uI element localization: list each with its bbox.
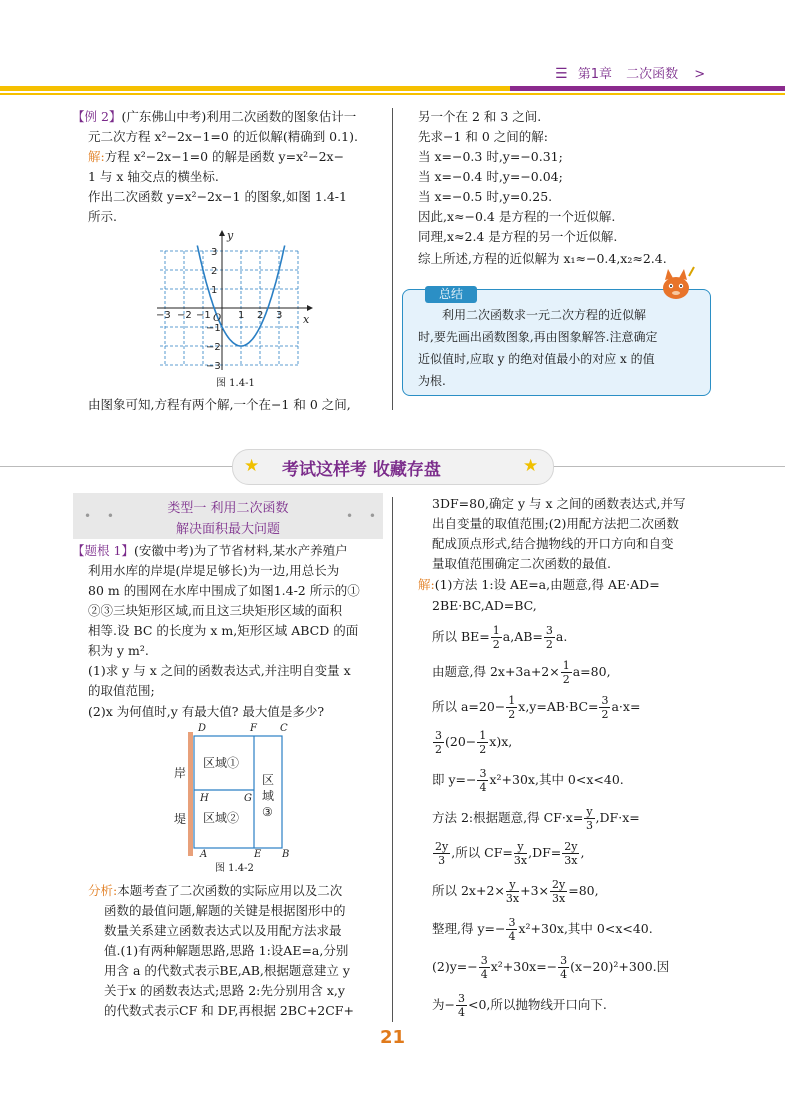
page-number: 21 (379, 1027, 406, 1048)
num: 3 (480, 954, 488, 967)
text: a·x= (611, 699, 641, 714)
figure-caption-2: 图 1.4-2 (215, 863, 254, 874)
analysis-label: 分析: (88, 883, 118, 898)
summary-line2: 时,要先画出函数图象,再由图象解答.注意确定 (418, 330, 658, 344)
text: 由题意,得 2x+3a+2× (432, 664, 560, 679)
region-3-label-b: 域 (262, 789, 275, 803)
text: x²+30x,其中 0<x<40. (518, 921, 653, 936)
problem-heading (72, 541, 348, 561)
fraction (561, 659, 572, 686)
origin-label: O (213, 313, 222, 324)
chapter-number: 第1章 (577, 67, 612, 82)
rt-line1: 另一个在 2 和 3 之间. (418, 109, 542, 124)
cartoon-mascot-icon (656, 266, 696, 302)
region-3-label-c: ③ (262, 805, 273, 819)
text: =80, (568, 883, 599, 898)
type-title-line1: 类型一 利用二次函数 (167, 501, 289, 516)
problem-tag: 【题根 1】 (72, 543, 134, 558)
den: 2 (492, 638, 500, 651)
fraction (584, 805, 594, 832)
header-bar-thin (0, 93, 785, 95)
den: 2 (435, 743, 442, 756)
num: 3 (545, 624, 553, 637)
y-tick-label: −3 (206, 361, 221, 372)
den: 4 (479, 781, 487, 794)
fraction (506, 916, 517, 943)
example-tag: 【例 2】 (72, 109, 122, 124)
den: 4 (480, 968, 488, 981)
text: (20− (445, 734, 477, 749)
solution-text1: 方程 x²−2x−1=0 的解是函数 y=x²−2x− (104, 149, 345, 164)
example-heading (72, 107, 356, 127)
text: a=80, (572, 664, 611, 679)
num: 2y (564, 840, 578, 853)
fraction (514, 840, 527, 867)
text: <0,所以抛物线开口向下. (467, 997, 607, 1012)
rb-line4: 量取值范围确定二次函数的最值. (432, 556, 611, 571)
solution-line4: 所示. (88, 209, 117, 224)
rb-sol-line6 (432, 727, 512, 757)
rb-sol-line7 (432, 765, 624, 795)
num: 2y (552, 878, 566, 891)
text: x²+30x=− (490, 959, 558, 974)
summary-line4: 为根. (418, 374, 446, 388)
label-c: C (280, 723, 288, 734)
fraction (477, 729, 488, 756)
den: 3x (505, 892, 520, 905)
num: 1 (492, 624, 500, 637)
header-bar-purple (510, 86, 785, 91)
num: 1 (562, 659, 570, 672)
analysis-text1: 本题考查了二次函数的实际应用以及二次 (117, 883, 343, 898)
rb-sol-line13 (432, 990, 607, 1020)
text: 整理,得 y=− (432, 921, 506, 936)
text: 所以 2x+2× (432, 883, 505, 898)
rt-line3: 当 x=−0.3 时,y=−0.31; (418, 149, 563, 164)
den: 3x (513, 854, 528, 867)
analysis-line2: 函数的最值问题,解题的关键是根据图形中的 (104, 903, 346, 918)
analysis-line3: 数量关系建立函数表达式以及用配方法求最 (104, 923, 342, 938)
rectangle-regions-figure (170, 720, 310, 860)
region-3-label-a: 区 (262, 773, 275, 787)
text: ,DF·x= (595, 810, 640, 825)
text: ,DF= (528, 845, 562, 860)
text: , (580, 845, 585, 860)
fraction (544, 624, 555, 651)
rb-sol-line10 (432, 876, 599, 906)
section-title: 考试这样考 收藏存盘 (282, 460, 441, 480)
fraction (479, 954, 490, 981)
graph-conclusion: 由图象可知,方程有两个解,一个在−1 和 0 之间, (88, 397, 351, 412)
problem-line3: 80 m 的围网在水库中围成了如图1.4-2 所示的① (88, 583, 360, 598)
fraction (562, 840, 579, 867)
summary-line3: 近似值时,应取 y 的绝对值最小的对应 x 的值 (418, 352, 655, 366)
analysis-line7: 的代数式表示CF 和 DF,再根据 2BC+2CF+ (104, 1003, 354, 1018)
fraction (491, 624, 502, 651)
rb-sol-line4 (432, 657, 611, 687)
text: a,AB= (502, 629, 543, 644)
solution-line3: 作出二次函数 y=x²−2x−1 的图象,如图 1.4-1 (88, 189, 347, 204)
den: 4 (560, 968, 568, 981)
example-line1: 利用二次函数的图象估计一 (206, 109, 357, 124)
rb-sol-line5 (432, 692, 640, 722)
fraction (599, 694, 610, 721)
type-title-line2: 解决面积最大问题 (175, 522, 280, 537)
rt-line7: 同理,x≈2.4 是方程的另一个近似解. (418, 229, 618, 244)
x-tick-label: 1 (238, 310, 245, 321)
analysis-line5: 用含 a 的代数式表示BE,AB,根据题意建立 y (104, 963, 350, 978)
den: 3x (552, 892, 566, 905)
problem-line2: 利用水库的岸堤(岸堤足够长)为一边,用总长为 (88, 563, 340, 578)
solution2-label: 解: (418, 577, 435, 592)
num: 3 (435, 729, 442, 742)
analysis-line6: 关于x 的函数表达式;思路 2:先分别用含 x,y (104, 983, 345, 998)
shore-label-2: 堤 (174, 812, 187, 826)
text: x)x, (489, 734, 513, 749)
column-divider-bottom (392, 497, 393, 1022)
label-g: G (244, 793, 252, 804)
text: x,y=AB·BC= (518, 699, 599, 714)
text: 所以 BE= (432, 629, 490, 644)
text: +3× (520, 883, 549, 898)
rb-sol-line9 (432, 838, 584, 868)
analysis-line1 (88, 881, 342, 901)
column-divider-top (392, 108, 393, 410)
den: 2 (562, 673, 570, 686)
text: ,所以 CF= (451, 845, 513, 860)
text: 即 y=− (432, 772, 477, 787)
rt-line2: 先求−1 和 0 之间的解: (418, 129, 549, 144)
den: 3 (585, 819, 593, 832)
text: x²+30x,其中 0<x<40. (489, 772, 624, 787)
label-b: B (282, 849, 290, 860)
star-icon: ★ (244, 456, 260, 476)
label-f: F (250, 723, 257, 734)
label-e: E (254, 849, 262, 860)
y-tick-label: −2 (206, 342, 221, 353)
fraction (506, 878, 519, 905)
num: 3 (508, 916, 516, 929)
summary-line1: 利用二次函数求一元二次方程的近似解 (442, 308, 647, 322)
num: 3 (601, 694, 609, 707)
rb-line1: 3DF=80,确定 y 与 x 之间的函数表达式,并写 (432, 496, 686, 511)
num: y (586, 805, 593, 818)
den: 2 (545, 638, 553, 651)
solution-label: 解: (88, 149, 105, 164)
question2: (2)x 为何值时,y 有最大值? 最大值是多少? (88, 704, 325, 719)
y-tick-label: 1 (211, 285, 218, 296)
text: 所以 a=20− (432, 699, 506, 714)
rb-line3: 配成顶点形式,结合抛物线的开口方向和自变 (432, 536, 674, 551)
num: 2y (435, 840, 449, 853)
den: 2 (479, 743, 487, 756)
y-tick-label: 2 (211, 266, 218, 277)
y-tick-label: 3 (211, 247, 218, 258)
problem-line4: ②③三块矩形区域,而且这三块矩形区域的面积 (88, 603, 342, 618)
num: y (514, 840, 527, 854)
text: (x−20)²+300.因 (570, 959, 670, 974)
star-icon: ★ (523, 456, 539, 476)
solution-line2: 1 与 x 轴交点的横坐标. (88, 169, 219, 184)
solution-line1 (88, 147, 344, 167)
text: 为− (432, 997, 455, 1012)
example-line2: 元二次方程 x²−2x−1=0 的近似解(精确到 0.1). (88, 129, 358, 144)
den: 4 (508, 930, 516, 943)
x-tick-label: −1 (196, 310, 211, 321)
x-tick-label: −3 (156, 310, 171, 321)
example-source: (广东佛山中考) (121, 109, 207, 124)
problem-line6: 积为 y m². (88, 643, 149, 658)
banner-rule-left (0, 466, 232, 467)
summary-title: 总结 (425, 286, 477, 303)
question1-line2: 的取值范围; (88, 683, 155, 698)
label-a: A (200, 849, 208, 860)
text: 方法 2:根据题意,得 CF·x= (432, 810, 584, 825)
shore-strip (188, 732, 193, 856)
rb-sol-line3 (432, 622, 567, 652)
x-tick-label: 2 (257, 310, 264, 321)
den: 4 (457, 1006, 465, 1019)
y-tick-label: −1 (206, 323, 221, 334)
den: 3 (438, 854, 446, 867)
text: a. (555, 629, 568, 644)
rt-line6: 因此,x≈−0.4 是方程的一个近似解. (418, 209, 616, 224)
text: (2)y=− (432, 959, 478, 974)
rt-line8: 综上所述,方程的近似解为 x₁≈−0.4,x₂≈2.4. (418, 251, 667, 266)
x-tick-label: −2 (177, 310, 192, 321)
rb-sol-line12 (432, 952, 669, 982)
parabola-graph (155, 228, 315, 376)
problem-text1: 为了节省材料,某水产养殖户 (193, 543, 348, 558)
fraction (456, 992, 467, 1019)
problem-source: (安徽中考) (133, 543, 194, 558)
fraction (506, 694, 517, 721)
x-axis-label: x (303, 313, 310, 326)
num: 1 (479, 729, 487, 742)
problem-line5: 相等.设 BC 的长度为 x m,矩形区域 ABCD 的面 (88, 623, 359, 638)
den: 2 (508, 708, 516, 721)
fraction (433, 840, 450, 867)
num: 1 (508, 694, 516, 707)
rb-line2: 出自变量的取值范围;(2)用配方法把二次函数 (432, 516, 679, 531)
region-1-label: 区域① (203, 756, 240, 770)
list-icon: ☰ (555, 66, 568, 82)
analysis-line4: 值.(1)有两种解题思路,思路 1:设AE=a,分别 (104, 943, 349, 958)
fraction (433, 729, 444, 756)
y-axis-label: y (227, 229, 234, 242)
rt-line5: 当 x=−0.5 时,y=0.25. (418, 189, 553, 204)
dots-right: • • (346, 509, 382, 523)
fraction (550, 878, 567, 905)
num: 3 (457, 992, 465, 1005)
banner-rule-right (553, 466, 785, 467)
question1-line1: (1)求 y 与 x 之间的函数表达式,并注明自变量 x (88, 663, 351, 678)
shore-label-1: 岸 (174, 766, 187, 780)
rb-sol-line11 (432, 914, 653, 944)
rb-sol-line1 (418, 575, 660, 595)
rb-sol-line8 (432, 803, 640, 833)
num: 3 (560, 954, 568, 967)
rt-line4: 当 x=−0.4 时,y=−0.04; (418, 169, 563, 184)
rb-sol-line2: 2BE·BC,AD=BC, (432, 598, 537, 613)
solution2-text1: (1)方法 1:设 AE=a,由题意,得 AE·AD= (434, 577, 660, 592)
dots-left: • • (84, 509, 120, 523)
chapter-title: 二次函数 (626, 67, 679, 82)
num: y (506, 878, 519, 892)
label-d: D (198, 723, 207, 734)
x-tick-label: 3 (276, 310, 283, 321)
den: 3x (564, 854, 578, 867)
num: 3 (479, 767, 487, 780)
fraction (477, 767, 488, 794)
label-h: H (200, 793, 209, 804)
fraction (558, 954, 569, 981)
den: 2 (601, 708, 609, 721)
figure-caption-1: 图 1.4-1 (216, 378, 255, 389)
region-2-label: 区域② (203, 811, 240, 825)
chevron-right-icon: > (694, 67, 706, 82)
chapter-header (555, 63, 705, 82)
